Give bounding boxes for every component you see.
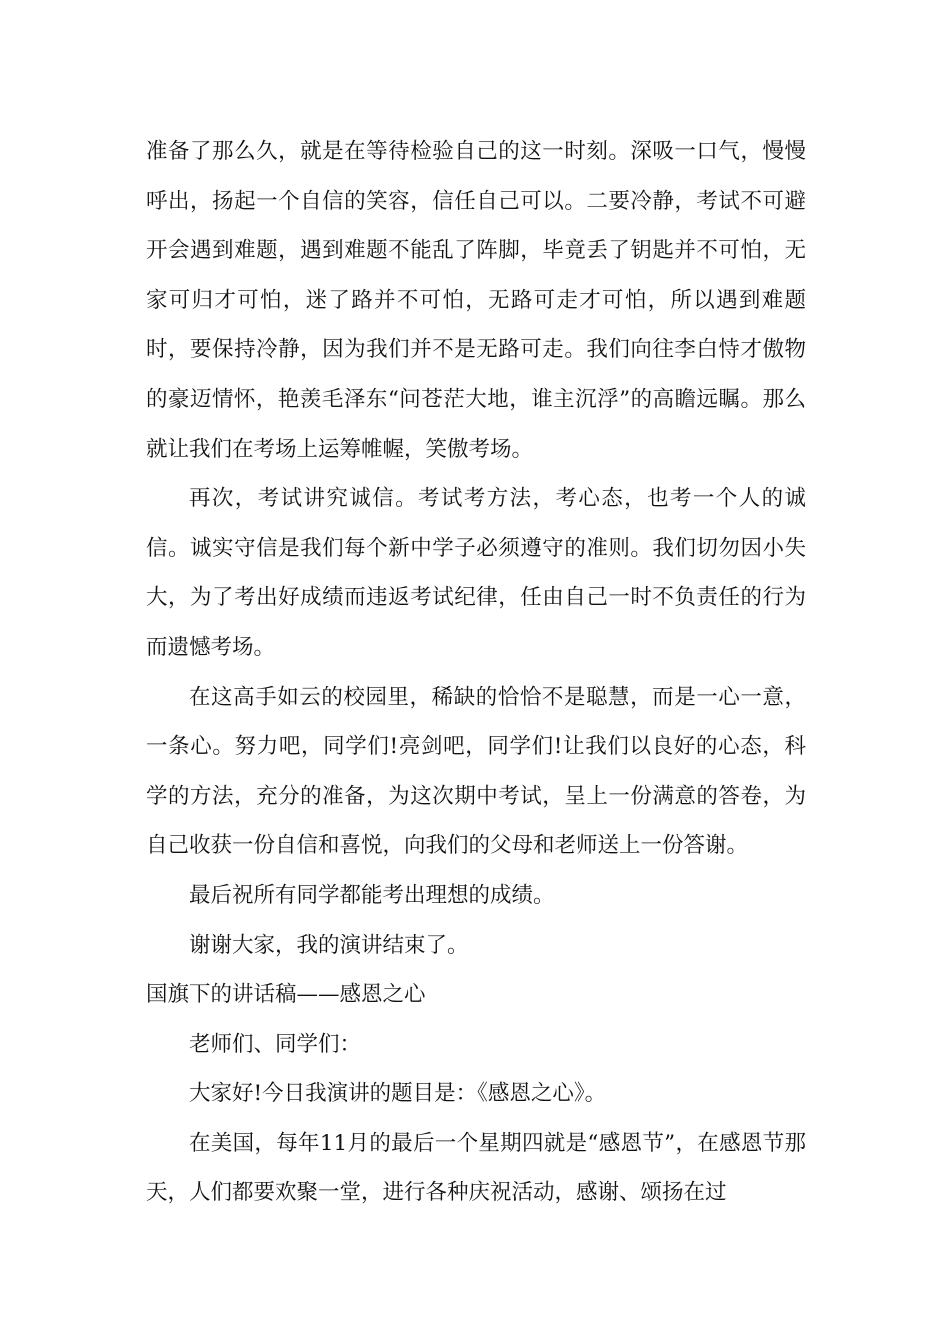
paragraph: 谢谢大家，我的演讲结束了。 [189,932,469,958]
paragraph-continuation: 准备了那么久，就是在等待检验自己的这一时刻。深吸一口气，慢慢呼出，扬起一个自信的笑容，信任自己可以。二要冷静，考试不可避开会遇到难题，遇到难题不能乱了阵脚，毕竟丢了钥匙并不可怕，无家可归才可怕，迷了路并不可怕，无路可走才可怕，所以遇到难题时，要保持冷静，因为我们并不是无路可走。我们向往李白恃才傲物的豪迈情怀，艳羡毛泽东“问苍茫大地，谁主沉浮”的高瞻远瞩。那么就让我们在考场上运筹帷幄，笑傲考场。 [146,139,806,462]
paragraph: 在这高手如云的校园里，稀缺的恰恰不是聪慧，而是一心一意，一条心。努力吧，同学们!亮剑吧，同学们!让我们以良好的心态，科学的方法，充分的准备，为这次期中考试，呈上一份满意的答卷，为自己收获一份自信和喜悦，向我们的父母和老师送上一份答谢。 [146,684,806,859]
paragraph: 大家好!今日我演讲的题目是：《感恩之心》。 [189,1081,607,1107]
section-title: 国旗下的讲话稿——感恩之心 [146,982,426,1008]
salutation: 老师们、同学们： [189,1031,362,1057]
paragraph: 最后祝所有同学都能考出理想的成绩。 [189,882,555,908]
paragraph: 再次，考试讲究诚信。考试考方法，考心态，也考一个人的诚信。诚实守信是我们每个新中学子必须遵守的准则。我们切勿因小失大，为了考出好成绩而违返考试纪律，任由自己一时不负责任的行为而遗憾考场。 [146,486,806,660]
document-body [146,127,806,1218]
paragraph: 在美国，每年11月的最后一个星期四就是“感恩节”，在感恩节那天，人们都要欢聚一堂，进行各种庆祝活动，感谢、颂扬在过 [146,1130,806,1206]
